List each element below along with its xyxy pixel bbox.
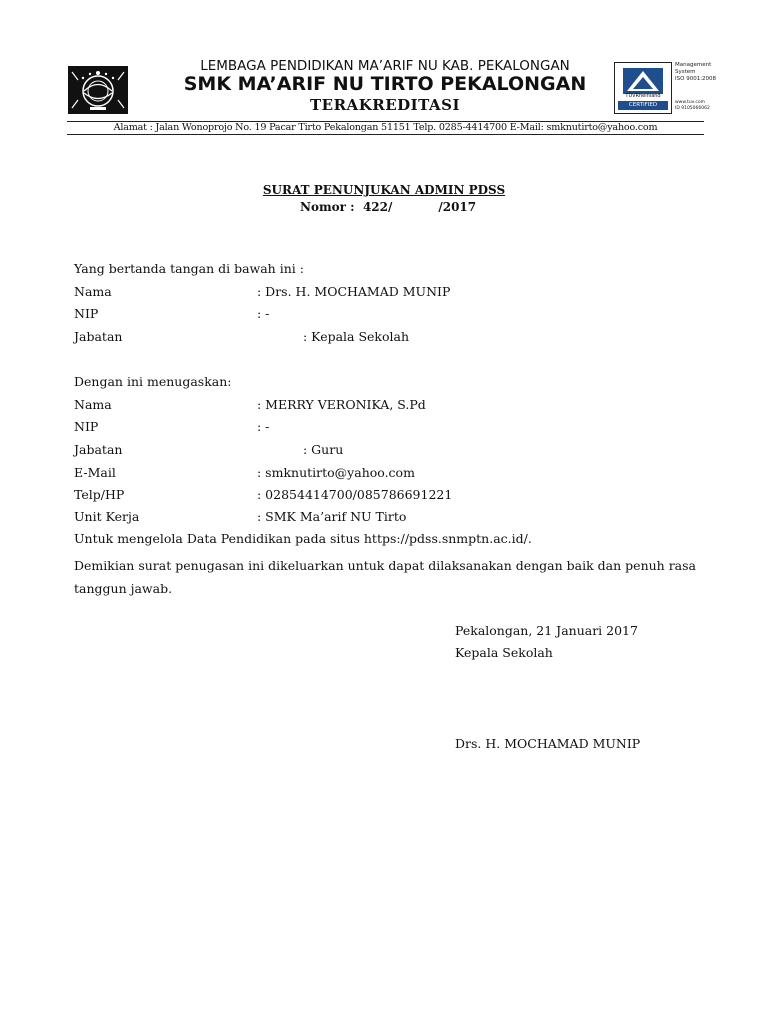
- header-divider-bottom: [67, 134, 704, 135]
- tuv-rheinland-certified-logo: [614, 62, 724, 114]
- tuv-badge: [614, 62, 672, 114]
- closing-paragraph: Demikian surat penugasan ini dikeluarkan untuk dapat dilaksanakan dengan baik dan penuh rasa tanggun jawab.: [74, 558, 696, 596]
- field-value: : -: [257, 306, 270, 321]
- field-label: Unit Kerja: [74, 509, 140, 524]
- field-label: NIP: [74, 419, 99, 434]
- cert-reference: [675, 100, 725, 111]
- institution-name: LEMBAGA PENDIDIKAN MA’ARIF NU KAB. PEKALONGAN: [200, 58, 570, 74]
- school-address: Alamat : Jalan Wonoprojo No. 19 Pacar Tirto Pekalongan 51151 Telp. 0285-4414700 E-Mail: smknutirto@yahoo.com: [113, 122, 658, 133]
- field-label: E-Mail: [74, 465, 116, 480]
- field-value: : smknutirto@yahoo.com: [257, 465, 415, 480]
- signature-role: Kepala Sekolah: [455, 645, 553, 660]
- cert-description: [675, 62, 725, 83]
- field-label: NIP: [74, 306, 99, 321]
- letter-title-text: SURAT PENUNJUKAN ADMIN PDSS: [262, 183, 506, 197]
- field-value: : SMK Ma’arif NU Tirto: [257, 509, 407, 524]
- field-label: Nama: [74, 284, 112, 299]
- field-label: Nama: [74, 397, 112, 412]
- field-value: : Guru: [303, 442, 344, 457]
- signature-place-date: Pekalongan, 21 Januari 2017: [455, 623, 638, 638]
- signatory-intro: Yang bertanda tangan di bawah ini :: [74, 261, 304, 276]
- field-label: Telp/HP: [74, 487, 125, 502]
- school-name: SMK MA’ARIF NU TIRTO PEKALONGAN: [183, 73, 587, 95]
- letter-number: Nomor : 422/ /2017: [300, 200, 477, 214]
- field-value: : 02854414700/085786691221: [257, 487, 453, 502]
- cert-url: www.tuv.com: [675, 100, 706, 105]
- field-label: Jabatan: [74, 329, 123, 344]
- tuv-certified-text: CERTIFIED: [628, 102, 658, 108]
- purpose-statement: Untuk mengelola Data Pendidikan pada situs https://pdss.snmptn.ac.id/.: [74, 531, 532, 546]
- field-value: : Kepala Sekolah: [303, 329, 410, 344]
- signature-name: Drs. H. MOCHAMAD MUNIP: [455, 736, 641, 751]
- field-value: : MERRY VERONIKA, S.Pd: [257, 397, 426, 412]
- letter-title: [100, 183, 668, 197]
- field-label: Jabatan: [74, 442, 123, 457]
- nu-emblem-logo: [68, 66, 128, 114]
- accreditation-status: TERAKREDITASI: [310, 96, 460, 114]
- field-value: : -: [257, 419, 270, 434]
- cert-line: System: [675, 69, 696, 75]
- assignee-intro: Dengan ini menugaskan:: [74, 374, 232, 389]
- tuv-brand-text: TÜVRheinland: [625, 93, 661, 99]
- cert-line: Management: [675, 62, 712, 68]
- cert-line: ISO 9001:2008: [675, 76, 717, 82]
- cert-id: ID 9105066062: [675, 105, 710, 111]
- field-value: : Drs. H. MOCHAMAD MUNIP: [257, 284, 451, 299]
